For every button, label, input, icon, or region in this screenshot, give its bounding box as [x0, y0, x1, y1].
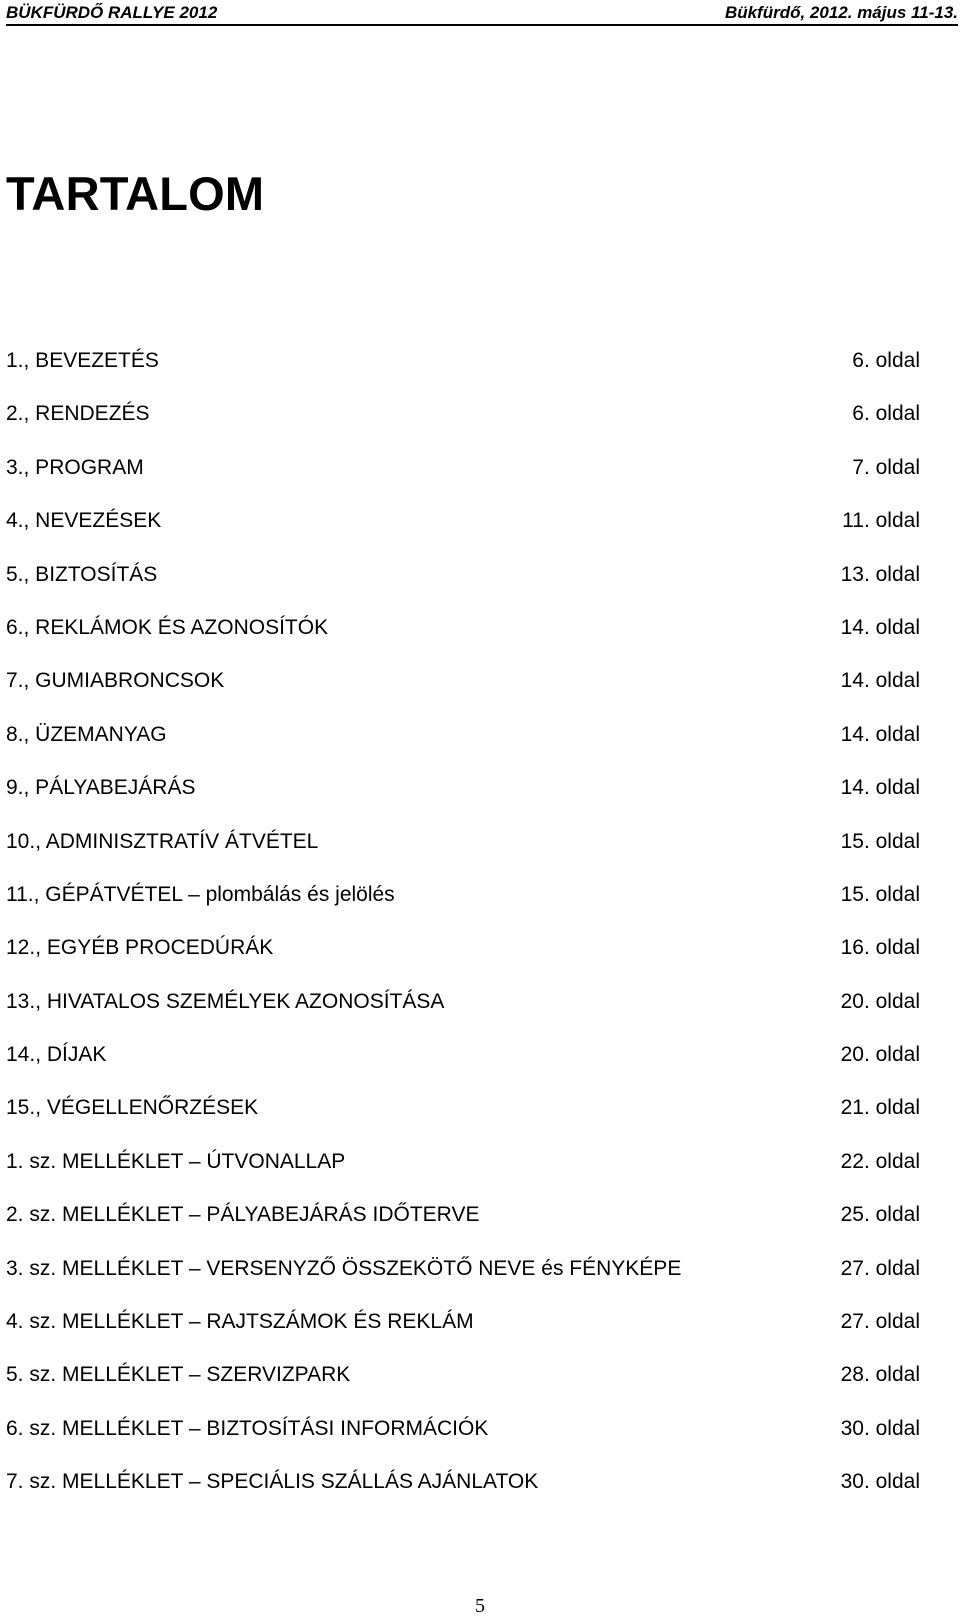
toc-entry-page: 14. oldal [840, 776, 920, 800]
toc-entry-page: 15. oldal [840, 882, 920, 906]
toc-entry-title: 1., BEVEZETÉS [6, 349, 159, 372]
toc-entry-title: 4. sz. MELLÉKLET – RAJTSZÁMOK ÉS REKLÁM [6, 1310, 474, 1334]
toc-entry [6, 454, 920, 507]
toc-entry [6, 400, 920, 453]
toc-entry [6, 1308, 920, 1361]
toc-entry [6, 1201, 920, 1254]
toc-entry [6, 561, 920, 614]
toc-entry [6, 1361, 920, 1414]
toc-entry-page: 15. oldal [840, 829, 920, 853]
toc-entry [6, 347, 920, 400]
toc-entry [6, 1094, 920, 1147]
toc-entry-title: 13., HIVATALOS SZEMÉLYEK AZONOSÍTÁSA [6, 989, 445, 1013]
toc-entry-page: 30. oldal [840, 1470, 920, 1494]
toc-entry-title: 7. sz. MELLÉKLET – SPECIÁLIS SZÁLLÁS AJÁNLATOK [6, 1470, 539, 1494]
toc-entry-title: 7., GUMIABRONCSOK [6, 669, 225, 693]
page-number: 5 [475, 1595, 485, 1617]
toc-entry-page: 14. oldal [840, 722, 920, 746]
toc-entry [6, 667, 920, 720]
toc-entry [6, 1415, 920, 1468]
toc-entry-page: 6. oldal [852, 402, 920, 426]
toc-entry-title: 14., DÍJAK [6, 1043, 107, 1067]
toc-entry-page: 28. oldal [840, 1363, 920, 1387]
toc-entry-page: 11. oldal [842, 509, 920, 533]
toc-entry [6, 988, 920, 1041]
toc-entry-page: 22. oldal [840, 1149, 920, 1173]
toc-entry-title: 1. sz. MELLÉKLET – ÚTVONALLAP [6, 1149, 346, 1173]
toc-entry [6, 934, 920, 987]
toc-entry-title: 12., EGYÉB PROCEDÚRÁK [6, 936, 274, 960]
table-of-contents [6, 347, 920, 1522]
toc-entry-title: 5., BIZTOSÍTÁS [6, 562, 158, 586]
toc-entry [6, 774, 920, 827]
toc-entry [6, 614, 920, 667]
toc-entry-page: 13. oldal [840, 562, 920, 586]
toc-entry-title: 9., PÁLYABEJÁRÁS [6, 776, 196, 800]
toc-entry-title: 15., VÉGELLENŐRZÉSEK [6, 1096, 259, 1120]
toc-entry-page: 20. oldal [840, 989, 920, 1013]
running-header [6, 2, 958, 26]
toc-entry-page: 6. oldal [852, 349, 920, 372]
toc-entry-title: 10., ADMINISZTRATÍV ÁTVÉTEL [6, 829, 319, 853]
toc-entry-page: 21. oldal [840, 1096, 920, 1120]
toc-entry [6, 828, 920, 881]
page-title: TARTALOM [6, 167, 265, 220]
header-event-name: BÜKFÜRDŐ RALLYE 2012 [6, 3, 218, 22]
toc-entry-title: 3., PROGRAM [6, 455, 144, 479]
toc-entry-title: 6. sz. MELLÉKLET – BIZTOSÍTÁSI INFORMÁCIÓK [6, 1416, 489, 1440]
toc-entry-title: 2. sz. MELLÉKLET – PÁLYABEJÁRÁS IDŐTERVE [6, 1203, 480, 1227]
toc-entry-title: 6., REKLÁMOK ÉS AZONOSÍTÓK [6, 615, 329, 639]
header-date: Bükfürdő, 2012. május 11-13. [724, 3, 958, 22]
toc-entry-title: 3. sz. MELLÉKLET – VERSENYZŐ ÖSSZEKÖTŐ NEVE és FÉNYKÉPE [6, 1256, 682, 1280]
toc-entry-page: 27. oldal [840, 1310, 920, 1334]
toc-entry-page: 27. oldal [840, 1256, 920, 1280]
toc-entry-page: 14. oldal [840, 615, 920, 639]
toc-entry-page: 20. oldal [840, 1043, 920, 1067]
toc-entry-page: 16. oldal [840, 936, 920, 960]
toc-entry [6, 1148, 920, 1201]
toc-entry [6, 1041, 920, 1094]
toc-entry [6, 507, 920, 560]
toc-entry [6, 1255, 920, 1308]
toc-entry-title: 4., NEVEZÉSEK [6, 509, 162, 533]
toc-entry-title: 8., ÜZEMANYAG [6, 722, 167, 746]
toc-entry-title: 11., GÉPÁTVÉTEL – plombálás és jelölés [6, 882, 395, 906]
toc-entry-page: 7. oldal [852, 455, 920, 479]
toc-entry-page: 30. oldal [840, 1416, 920, 1440]
toc-entry [6, 881, 920, 934]
toc-entry [6, 1468, 920, 1521]
toc-entry-title: 2., RENDEZÉS [6, 402, 150, 426]
toc-entry-page: 25. oldal [840, 1203, 920, 1227]
toc-entry-title: 5. sz. MELLÉKLET – SZERVIZPARK [6, 1363, 351, 1387]
toc-entry [6, 721, 920, 774]
toc-entry-page: 14. oldal [840, 669, 920, 693]
